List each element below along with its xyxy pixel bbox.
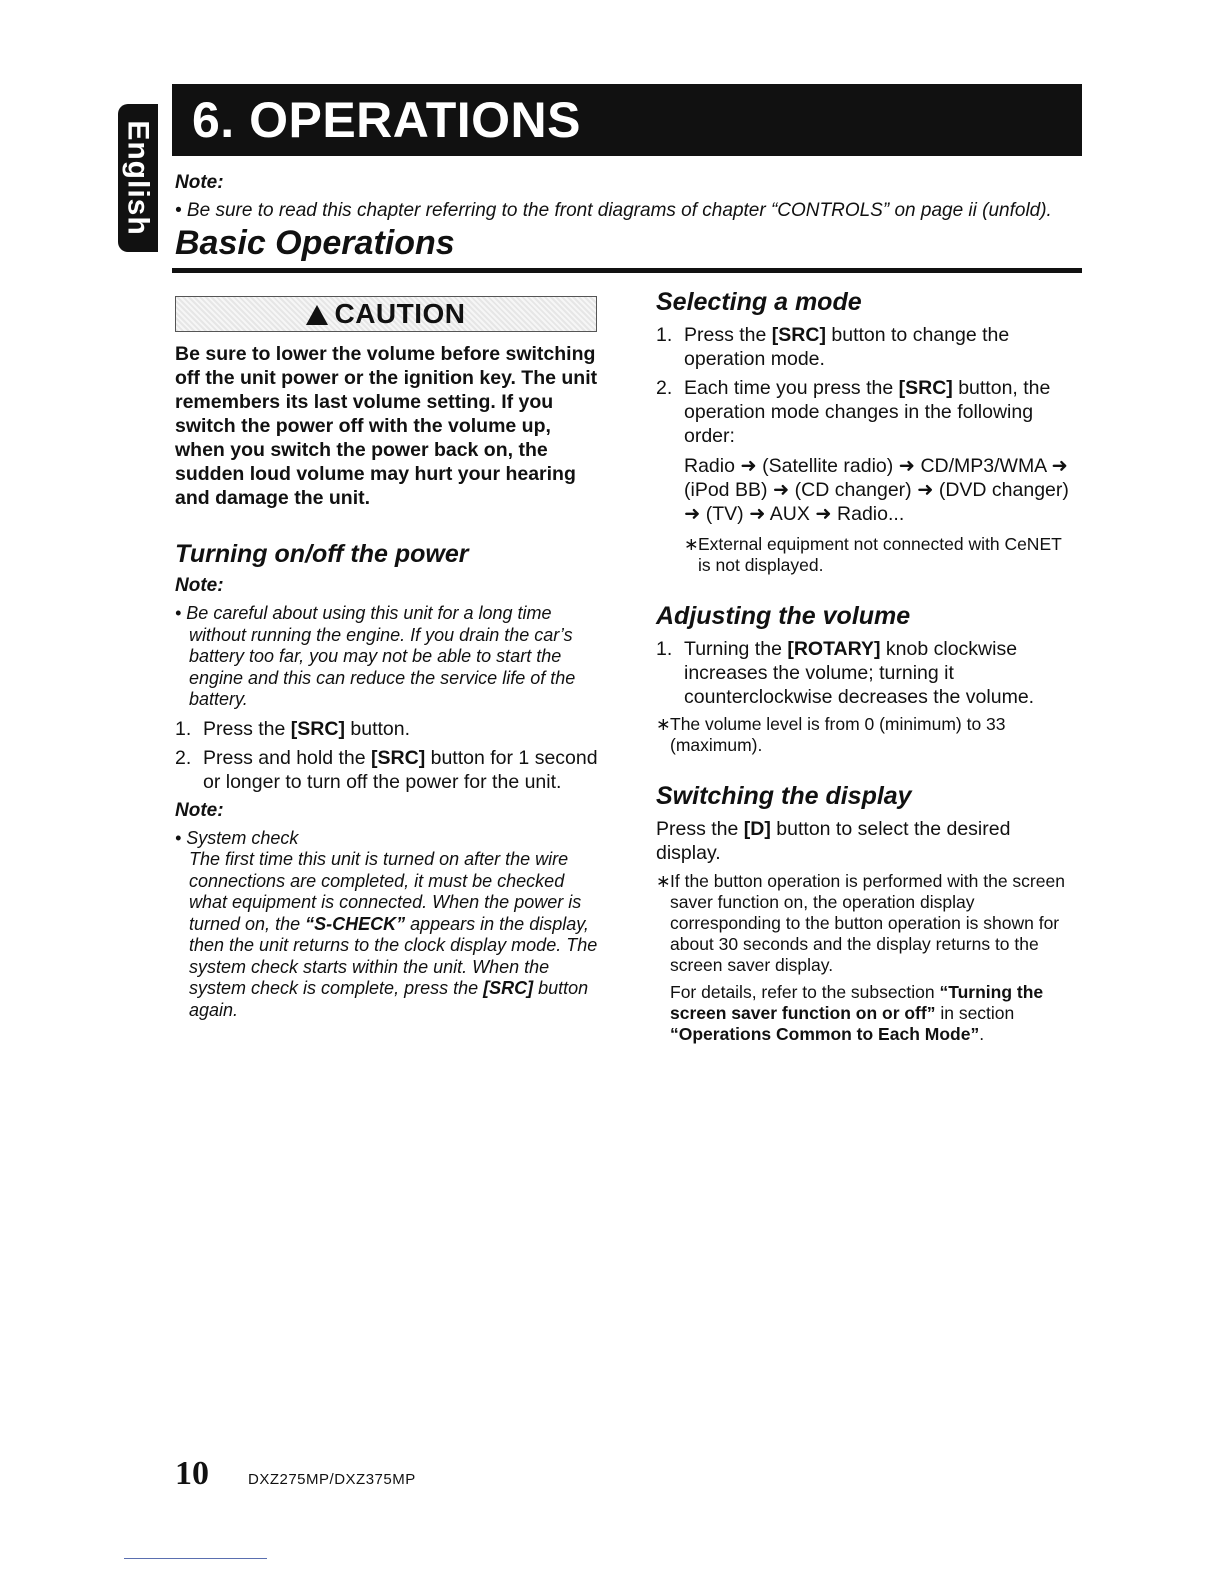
caution-text: Be sure to lower the volume before switching off the unit power or the ignition key. The unit remembers its last volume setting. If you switch the power off with the volume up, when you switch the power back on, the sudden loud volume may hurt your hearing and damage the unit. (175, 343, 598, 509)
language-tab-label: English (122, 120, 155, 236)
model-number: DXZ275MP/DXZ375MP (248, 1471, 416, 1488)
top-note-text: • Be sure to read this chapter referring to the front diagrams of chapter “CONTROLS” on page ii (unfold). (175, 200, 1052, 221)
src-key: [SRC] (290, 717, 345, 740)
power-step-2: 2. Press and hold the [SRC] button for 1 second or longer to turn off the power for the unit. (175, 746, 598, 793)
rotary-key: [ROTARY] (787, 638, 881, 660)
src-key: [SRC] (771, 324, 826, 346)
top-note-label: Note: (175, 172, 224, 193)
power-note-text: • Be careful about using this unit for a long time without running the engine. If you drain the car’s battery too far, you may not be able to start the engine and this can reduce the service life of the battery. (175, 603, 576, 709)
mode-steps (656, 323, 1076, 448)
right-column (656, 288, 1076, 1045)
mode-title: Selecting a mode (656, 288, 862, 316)
chapter-title: 6. OPERATIONS (192, 92, 581, 148)
display-title: Switching the display (656, 782, 912, 810)
power-title: Turning on/off the power (175, 540, 469, 568)
volume-title: Adjusting the volume (656, 602, 911, 630)
section-divider (172, 268, 1082, 273)
display-footnote: ∗ If the button operation is performed with the screen saver function on, the operation display corresponding to the button operation is shown for about 30 seconds and the display returns to the screen saver display. (656, 871, 1065, 975)
volume-step-1: 1. Turning the [ROTARY] knob clockwise increases the volume; turning it counterclockwise decreases the volume. (656, 638, 1035, 708)
chapter-header (172, 84, 1082, 156)
src-key: [SRC] (898, 377, 953, 399)
power-note2-label: Note: (175, 799, 224, 821)
mode-footnote: ∗ External equipment not connected with CeNET is not displayed. (684, 534, 1062, 575)
mode-step-2: 2. Each time you press the [SRC] button, the operation mode changes in the following order: (656, 377, 1051, 447)
mode-order: Radio ➜ (Satellite radio) ➜ CD/MP3/WMA ➜ (iPod BB) ➜ (CD changer) ➜ (DVD changer) ➜ (TV) ➜ AUX ➜ Radio... (684, 455, 1069, 525)
system-check-title: • System check (175, 827, 299, 848)
caution-banner (175, 296, 597, 332)
volume-steps (656, 637, 1076, 709)
top-note (175, 172, 1075, 222)
power-steps (175, 717, 600, 794)
display-text: Press the [D] button to select the desired display. (656, 818, 1011, 864)
warning-icon (306, 305, 328, 325)
volume-footnote: ∗ The volume level is from 0 (minimum) to 33 (maximum). (656, 714, 1006, 755)
caution-label: CAUTION (334, 298, 466, 329)
power-note-label: Note: (175, 575, 224, 596)
mode-step-1: 1. Press the [SRC] button to change the operation mode. (656, 324, 1010, 370)
src-key: [SRC] (371, 746, 426, 769)
bottom-rule (124, 1558, 267, 1559)
system-check-note (175, 828, 600, 1022)
power-step-1: 1. Press the [SRC] button. (175, 717, 411, 740)
display-details: For details, refer to the subsection “Turning the screen saver function on or off” in section “Operations Common to Each Mode”. (670, 982, 1044, 1044)
page-number: 10 (175, 1455, 209, 1492)
language-tab (118, 104, 158, 252)
d-key: [D] (743, 818, 771, 840)
system-check-text: The first time this unit is turned on after the wire connections are completed, it must be checked what equipment is connected. When the power is turned on, the “S-CHECK” appears in the display, then the unit returns to the clock display mode. The system check starts within the unit. When the system check is complete, press the [SRC] button again. (189, 849, 598, 1020)
section-title: Basic Operations (175, 224, 455, 262)
left-column (175, 296, 600, 1021)
